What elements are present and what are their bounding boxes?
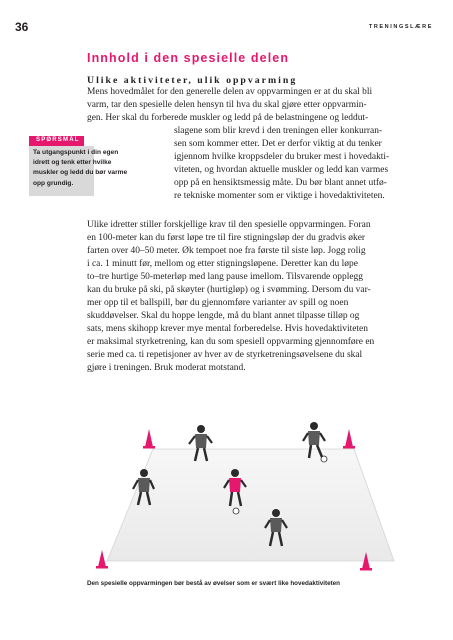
paragraph-line: varm, tar den spesielle delen hensyn til hva du skal gjøre etter oppvarmin- — [87, 100, 367, 110]
paragraph-line: to–tre hurtige 50-meterløp med lang pause imellom. Tilsvarende opplegg — [87, 272, 363, 282]
paragraph-line: Ulike idretter stiller forskjellige krav til den spesielle oppvarmingen. Foran — [87, 220, 371, 230]
cone-icon — [343, 429, 355, 449]
paragraph-line: er maksimal styrketrening, kan du som spesiell oppvarming gjennomføre en — [87, 337, 375, 347]
section-subtitle: Ulike aktiviteter, ulik oppvarming — [87, 75, 298, 86]
sidebar-label: SPØRSMÅL — [29, 136, 84, 146]
paragraph-line: opp på en hensiktsmessig måte. Du bør blant annet utfø- — [174, 178, 387, 188]
football-warmup-illustration — [87, 403, 423, 573]
paragraph-line: mer opp til et ballspill, bør du gjennomføre varianter av spill og noen — [87, 298, 349, 308]
paragraph-line: sen som kommer etter. Det er derfor viktig at du tenker — [174, 139, 382, 149]
paragraph-line: en 100-meter kan du først løpe tre til fire stigningsløp der du gradvis øker — [87, 233, 366, 243]
football-icon — [233, 508, 239, 514]
paragraph-line: Mens hovedmålet for den generelle delen av oppvarmingen er at du skal bli — [87, 87, 373, 97]
paragraph-line: re tekniske momenter som er viktige i hovedaktiviteten. — [174, 191, 385, 201]
paragraph-line: viteten, og hvordan aktuelle muskler og ledd kan varmes — [174, 165, 389, 175]
section-title: Innhold i den spesielle delen — [87, 51, 290, 65]
sidebar-question-line: idrett og tenk etter hvilke — [33, 159, 112, 167]
sidebar-question-line: opp grundig. — [33, 179, 74, 187]
paragraph-line: igjennom hvilke kroppsdeler du bruker mest i hovedakti- — [174, 152, 390, 162]
paragraph-line: gen. Her skal du forberede muskler og ledd på de belastningene og leddut- — [87, 113, 369, 123]
page-number: 36 — [15, 20, 29, 34]
training-field — [107, 449, 394, 561]
paragraph-line: i ca. 1 minutt før, mellom og etter stigningsløpene. Deretter kan du løpe — [87, 259, 358, 269]
paragraph-line: slagene som blir krevd i den treningen eller konkurran- — [174, 126, 383, 136]
cone-icon — [96, 550, 108, 569]
figure-caption: Den spesielle oppvarmingen bør bestå av øvelser som er svært like hovedaktiviteten — [87, 580, 341, 587]
paragraph-line: gjøre i treningen. Bruk moderat motstand. — [87, 363, 246, 373]
cone-icon — [143, 429, 155, 449]
paragraph-line: serie med ca. ti repetisjoner av hver av de styrketreningsøvelsene du skal — [87, 350, 363, 360]
sidebar-question-line: muskler og ledd du bør varme — [33, 169, 128, 177]
football-icon — [321, 456, 327, 462]
sidebar-question — [33, 148, 128, 189]
running-head: TRENINGSLÆRE — [368, 24, 433, 30]
paragraph-line: skuddøvelser. Skal du hoppe lengde, må du blant annet tilpasse tilløp og — [87, 311, 360, 321]
sidebar-question-line: Ta utgangspunkt i din egen — [33, 149, 119, 156]
paragraph-line: sats, mens skihopp krever mye mental forberedelse. Hvis hovedaktiviteten — [87, 324, 368, 334]
paragraph-line: farten over 40–50 meter. Øk tempoet noe fra første til siste løp. Jogg rolig — [87, 246, 366, 256]
paragraph-line: kan du bruke på ski, på skøyter (hurtigløp) og i svømming. Dersom du var- — [87, 285, 371, 295]
